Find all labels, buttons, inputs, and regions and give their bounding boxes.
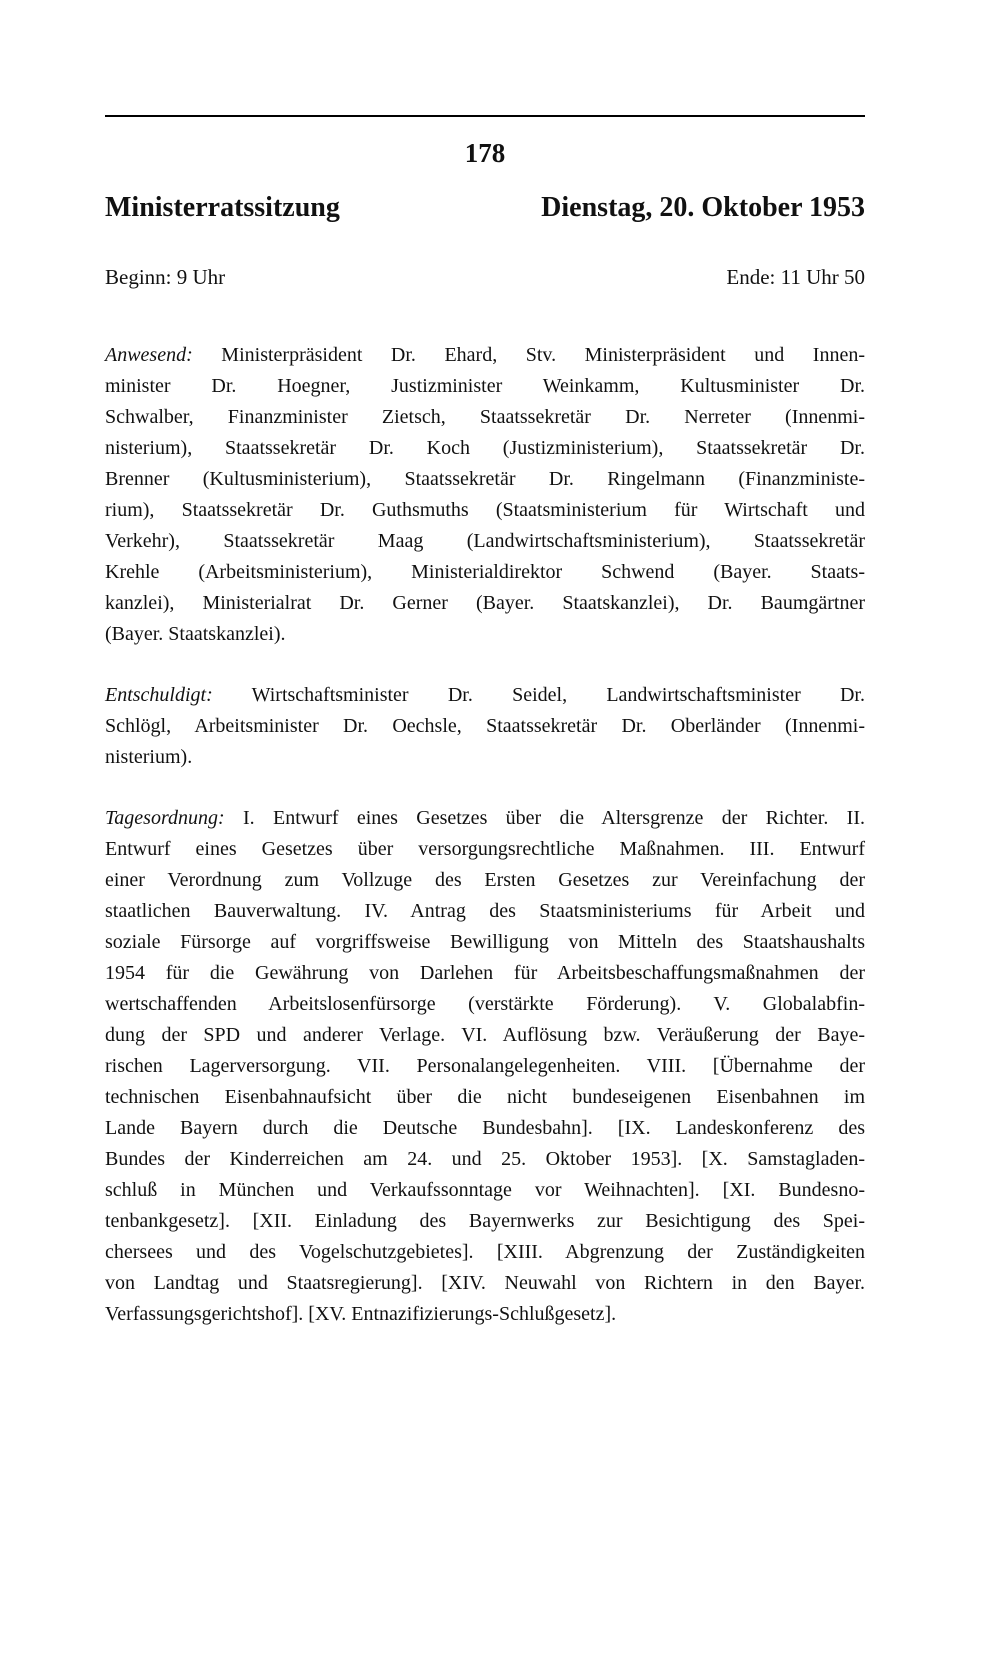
text-line: chersees und des Vogelschutzgebietes]. [XIII. Abgrenzung der Zuständigkeiten — [105, 1241, 865, 1263]
begin-time: Beginn: 9 Uhr — [105, 265, 226, 289]
text-line: staatlichen Bauverwaltung. IV. Antrag des Staatsministeriums für Arbeit und — [105, 900, 865, 922]
text-line: nisterium), Staatssekretär Dr. Koch (Justizministerium), Staatssekretär Dr. — [105, 437, 865, 459]
text-line: 1954 für die Gewährung von Darlehen für Arbeitsbeschaffungsmaßnahmen der — [105, 962, 865, 984]
text-line: technischen Eisenbahnaufsicht über die nicht bundeseigenen Eisenbahnen im — [105, 1086, 865, 1108]
text-line: (Bayer. Staatskanzlei). — [105, 623, 286, 645]
text-line: rium), Staatssekretär Dr. Guthsmuths (Staatsministerium für Wirtschaft und — [105, 499, 865, 521]
text-line: tenbankgesetz]. [XII. Einladung des Bayernwerks zur Besichtigung des Spei- — [105, 1210, 865, 1232]
text-line: von Landtag und Staatsregierung]. [XIV. Neuwahl von Richtern in den Bayer. — [105, 1272, 865, 1294]
text-block — [105, 115, 865, 1330]
text-line: kanzlei), Ministerialrat Dr. Gerner (Bayer. Staatskanzlei), Dr. Baumgärtner — [105, 592, 865, 614]
text-line: Anwesend: Ministerpräsident Dr. Ehard, Stv. Ministerpräsident und Innen- — [105, 344, 865, 366]
paragraph-lead: Entschuldigt: — [105, 684, 213, 706]
text-line: Tagesordnung: I. Entwurf eines Gesetzes über die Altersgrenze der Richter. II. — [105, 807, 865, 829]
text-line: Schwalber, Finanzminister Zietsch, Staatssekretär Dr. Nerreter (Innenmi- — [105, 406, 865, 428]
paragraph-lead: Anwesend: — [105, 344, 193, 366]
page-number: 178 — [464, 138, 506, 168]
times-row — [105, 265, 865, 290]
text-line: Brenner (Kultusministerium), Staatssekretär Dr. Ringelmann (Finanzministe- — [105, 468, 865, 490]
text-line: Bundes der Kinderreichen am 24. und 25. Oktober 1953]. [X. Samstagladen- — [105, 1148, 865, 1170]
text-line: Entschuldigt: Wirtschaftsminister Dr. Seidel, Landwirtschaftsminister Dr. — [105, 684, 865, 706]
text-line: Schlögl, Arbeitsminister Dr. Oechsle, Staatssekretär Dr. Oberländer (Innenmi- — [105, 715, 865, 737]
text-line: minister Dr. Hoegner, Justizminister Weinkamm, Kultusminister Dr. — [105, 375, 865, 397]
heading-row — [105, 191, 865, 225]
text-line: Krehle (Arbeitsministerium), Ministerialdirektor Schwend (Bayer. Staats- — [105, 561, 865, 583]
text-line: Lande Bayern durch die Deutsche Bundesbahn]. [IX. Landeskonferenz des — [105, 1117, 865, 1139]
paragraph-anwesend — [105, 340, 865, 650]
text-line: Verfassungsgerichtshof]. [XV. Entnazifizierungs-Schlußgesetz]. — [105, 1303, 617, 1325]
header-rule — [105, 115, 865, 117]
session-date: Dienstag, 20. Oktober 1953 — [541, 192, 865, 223]
text-line: dung der SPD und anderer Verlage. VI. Auflösung bzw. Veräußerung der Baye- — [105, 1024, 865, 1046]
text-line: soziale Fürsorge auf vorgriffsweise Bewilligung von Mitteln des Staatshaushalts — [105, 931, 865, 953]
text-line: schluß in München und Verkaufssonntage vor Weihnachten]. [XI. Bundesno- — [105, 1179, 865, 1201]
text-line: einer Verordnung zum Vollzuge des Ersten Gesetzes zur Vereinfachung der — [105, 869, 865, 891]
text-line: Entwurf eines Gesetzes über versorgungsrechtliche Maßnahmen. III. Entwurf — [105, 838, 865, 860]
body-paragraphs — [105, 340, 865, 1330]
session-title: Ministerratssitzung — [105, 192, 340, 223]
end-time: Ende: 11 Uhr 50 — [726, 265, 865, 289]
paragraph-tagesordnung — [105, 803, 865, 1330]
text-line: Verkehr), Staatssekretär Maag (Landwirtschaftsministerium), Staatssekretär — [105, 530, 865, 552]
text-line: nisterium). — [105, 746, 193, 768]
paragraph-entschuldigt — [105, 680, 865, 773]
text-line: rischen Lagerversorgung. VII. Personalangelegenheiten. VIII. [Übernahme der — [105, 1055, 865, 1077]
text-line: wertschaffenden Arbeitslosenfürsorge (verstärkte Förderung). V. Globalabfin- — [105, 993, 865, 1015]
paragraph-lead: Tagesordnung: — [105, 807, 225, 829]
